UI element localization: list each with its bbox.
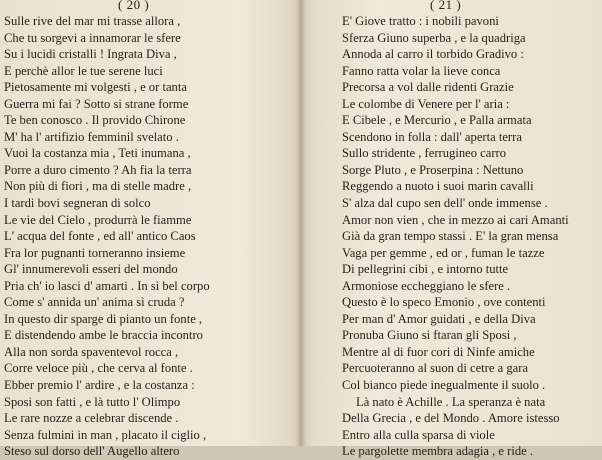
verse-line: In questo dir sparge di pianto un fonte , [4,311,203,326]
verse-line: Della Grecia , e del Mondo . Amore istesso [342,411,560,426]
verse-line: Entro alla culla sparsa di viole [342,427,495,442]
verse-line: E distendendo ambe le braccia incontro [4,328,203,343]
verse-line: Là nato è Achille . La speranza è nata [356,394,546,409]
verse-line: Gl' innumerevoli esseri del mondo [4,262,178,277]
verse-line: Pronuba Giuno si ftaran gli Sposi , [342,328,517,343]
verse-line: Pietosamente mi volgesti , e or tanta [4,80,187,95]
verse-line: Sulle rive del mar mi trasse allora , [4,14,181,28]
verse-line: Sorge Pluto , e Proserpina : Nettuno [342,162,524,177]
verse-line: Vuoi la costanza mia , Teti inumana , [4,146,191,161]
verse-line: Sferza Giuno superba , e la quadriga [342,30,526,45]
verse-block [342,13,569,460]
verse-line: Reggendo a nuoto i suoi marin cavalli [342,179,534,194]
verse-line: Sullo stridente , ferrugineo carro [342,146,507,161]
verse-line: Di pellegrini cibi , e intorno tutte [342,262,509,277]
verse-line: Le vie del Cielo , produrrà le fiamme [4,212,192,227]
left-page [0,0,300,459]
verse-line: Non più di fiori , ma di stelle madre , [4,179,192,194]
verse-line: Le pargolette membra adagia , e ride . [342,444,534,459]
verse-line: Vaga per gemme , ed or , fuman le tazze [342,245,545,260]
verse-line: S' alza dal cupo sen dell' onde immense . [342,196,548,211]
verse-line: Armoniose eccheggiano le sfere . [342,278,511,293]
verse-line: Per man d' Amor guidati , e della Diva [342,311,536,326]
verse-line: Su i lucidi cristalli ! Ingrata Diva , [4,47,177,62]
verse-line: Te ben conosco . Il provido Chirone [4,113,186,128]
verse-line: Porre a duro cimento ? Ah fia la terra [4,162,192,177]
verse-line: Steso sul dorso dell' Augello altero [4,444,180,459]
verse-line: Senza fulmini in man , placato il ciglio , [4,427,207,442]
verse-line: M' ha l' artifizio femminil svelato . [4,129,179,144]
verse-line: Le rare nozze a celebrar discende . [4,411,179,426]
verse-line: Alla non sorda spaventevol rocca , [4,344,179,359]
verse-line: E Cibele , e Mercurio , e Palla armata [342,113,532,128]
verse-line: Come s' annida un' anima sì cruda ? [4,295,185,310]
verse-line: Che tu sorgevi a innamorar le sfere [4,30,181,45]
verse-line: I tardi bovi segneran di solco [4,196,151,211]
verse-line: Col bianco piede inegualmente il suolo . [342,378,546,393]
verse-line: Fanno ratta volar la lieve conca [342,63,501,78]
verse-line: Le colombe di Venere per l' aria : [342,96,510,111]
verse-line: Percuoteranno al suon di cetre a gara [342,361,529,376]
verse-line: E' Giove tratto : i nobili pavoni [342,14,499,28]
verse-line: Corre veloce più , che cerva al fonte . [4,361,193,376]
verse-line: Già da gran tempo stassi . E' la gran mensa [342,229,559,244]
verse-line: Fra lor pugnanti torneranno insieme [4,245,186,260]
verse-line: E perchè allor le tue serene luci [4,63,163,78]
verse-line: Scendono in folla : dall' aperta terra [342,129,522,144]
verse-line: L' acqua del fonte , ed all' antico Caos [4,229,196,244]
verse-line: Sposi son fatti , e là tutto l' Olimpo [4,394,181,409]
verse-line: Amor non vien , che in mezzo ai cari Amanti [342,212,569,227]
right-page [302,0,602,459]
verse-line: Ebber premio l' ardire , e la costanza : [4,378,195,393]
verse-line: Guerra mi fai ? Sotto si strane forme [4,96,189,111]
verse-block [4,13,210,460]
verse-line: Mentre al di fuor cori di Ninfe amiche [342,344,535,359]
verse-line: Questo è lo speco Emonio , ove contenti [342,295,546,310]
verse-line: Annoda al carro il torbido Gradivo : [342,47,524,62]
page-number: ( 20 ) [118,0,150,12]
verse-line: Pria ch' io lasci d' amarti . In sì bel corpo [4,278,210,293]
verse-line: Precorsa a vol dalle ridenti Grazie [342,80,514,95]
page-number: ( 21 ) [430,0,462,12]
